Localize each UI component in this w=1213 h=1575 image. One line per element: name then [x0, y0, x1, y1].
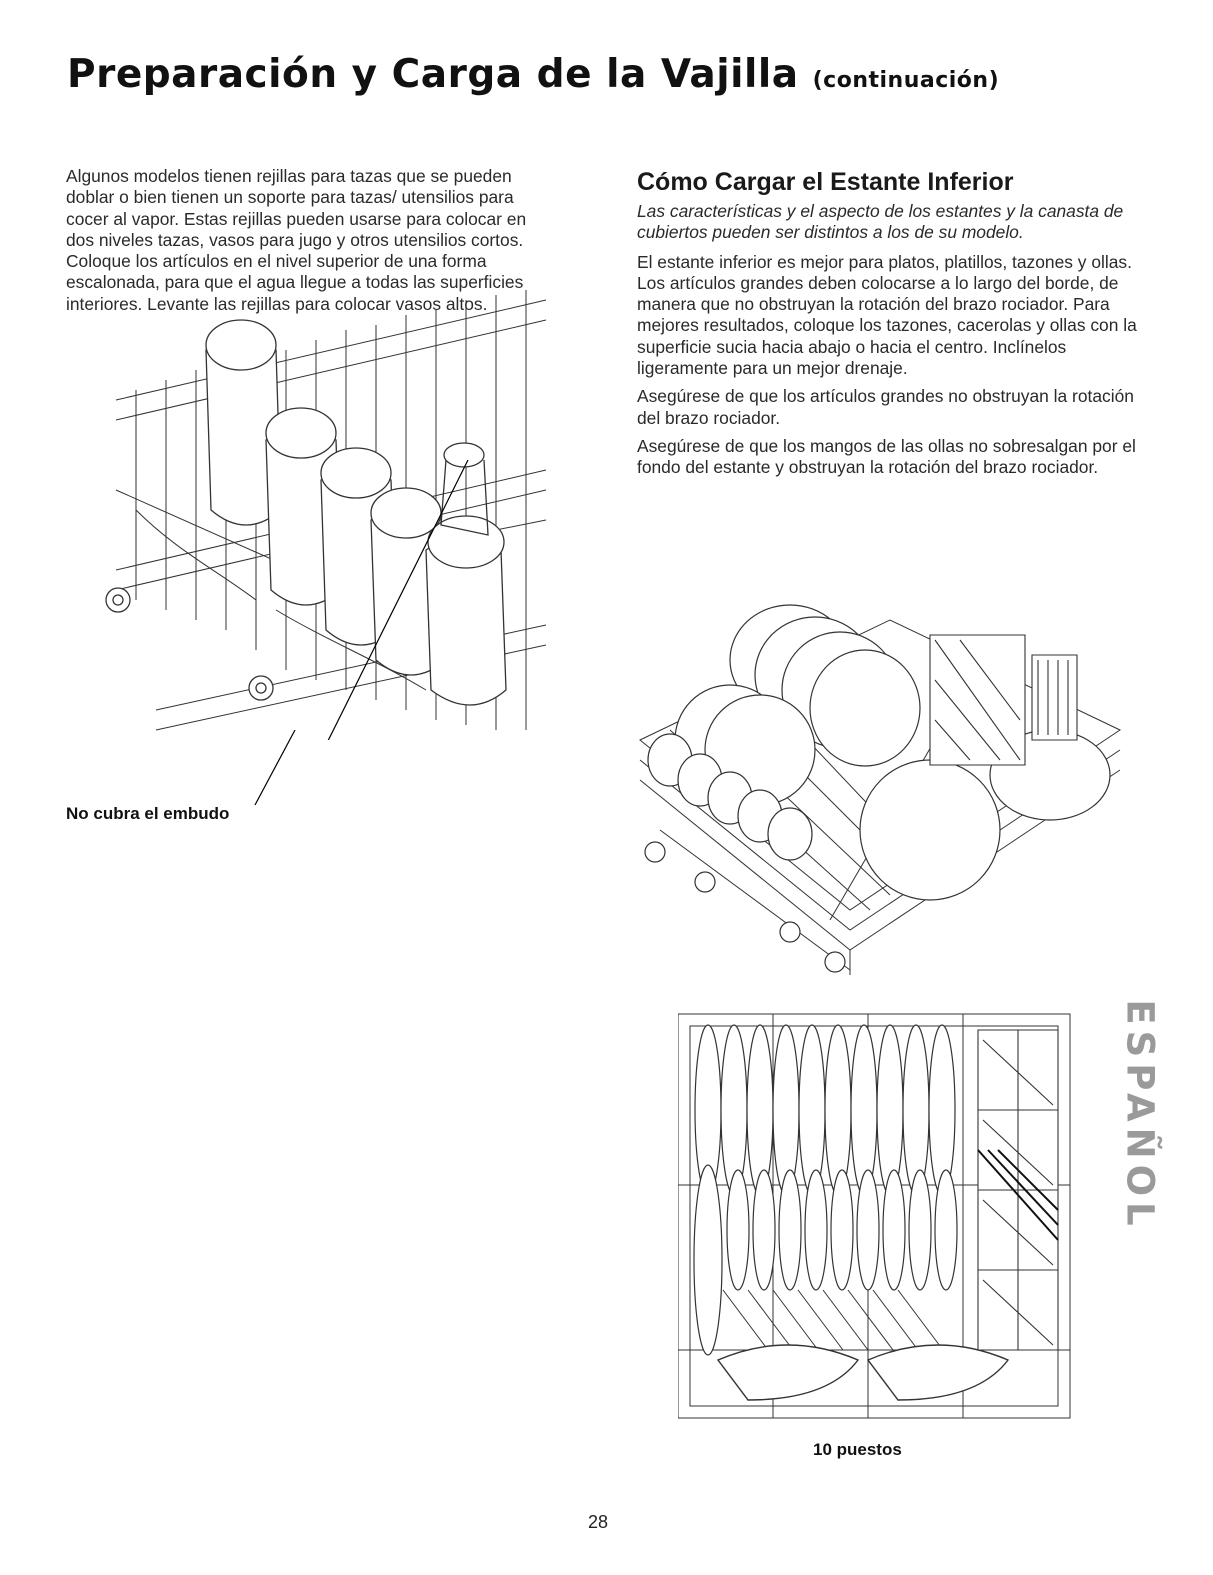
lower-rack-paragraph-3: Asegúrese de que los mangos de las ollas no sobresalgan por el fondo del estante y obstruyan la rotación del brazo rociador. — [637, 435, 1136, 478]
lower-rack-paragraph-2: Asegúrese de que los artículos grandes no obstruyan la rotación del brazo rociador. — [637, 386, 1134, 428]
cups — [206, 320, 506, 705]
right-column — [637, 168, 1137, 486]
wheels — [106, 588, 273, 700]
wheels — [645, 842, 845, 972]
bowls-bottom — [718, 1345, 1008, 1400]
saucers-diagonal — [723, 1290, 943, 1350]
funnel-leader-line — [240, 730, 300, 810]
side-tab-label: ESPAÑOL — [1118, 998, 1162, 1232]
lower-rack-paragraph-1: El estante inferior es mejor para platos, platillos, tazones y ollas. Los artículos grandes deben colocarse a lo largo del borde, de manera que no obstruyan la rotación del brazo rociador. Para mejores resultados, coloque los tazones, cacerolas y ollas con la superficie sucia hacia abajo o hacia el centro. Inclínelos ligeramente para un mejor drenaje. — [637, 251, 1137, 379]
section-heading: Cómo Cargar el Estante Inferior — [637, 168, 1014, 196]
place-settings-caption: 10 puestos — [813, 1440, 902, 1459]
cup-rack-paragraph: Algunos modelos tienen rejillas para tazas que se pueden doblar o bien tienen un soporte para tazas/ utensilios para cocer al vapor. Estas rejillas pueden usarse para colocar en dos niveles tazas, vasos para jugo y otros utensilios cortos. Coloque los artículos en el nivel superior de una forma escalonada, para que el agua llegue a todas las superficies interiores. Levante las rejillas para colocar vasos altos. — [66, 166, 527, 314]
title-main: Preparación y Carga de la Vajilla — [67, 52, 799, 97]
upper-rack-caption: No cubra el embudo — [66, 804, 230, 823]
lower-rack-perspective-illustration — [630, 580, 1130, 980]
upper-rack-illustration — [96, 270, 556, 740]
silverware-basket — [978, 1030, 1058, 1350]
lower-rack-topdown-illustration — [678, 1010, 1074, 1430]
title-continuation: (continuación) — [812, 68, 1000, 93]
plates-top-row — [695, 1025, 955, 1195]
language-side-tab — [1120, 990, 1160, 1240]
models-note: Las características y el aspecto de los estantes y la canasta de cubiertos pueden ser distintos a los de su modelo. — [637, 201, 1124, 243]
page-title — [67, 52, 999, 97]
page-number: 28 — [588, 1512, 609, 1532]
